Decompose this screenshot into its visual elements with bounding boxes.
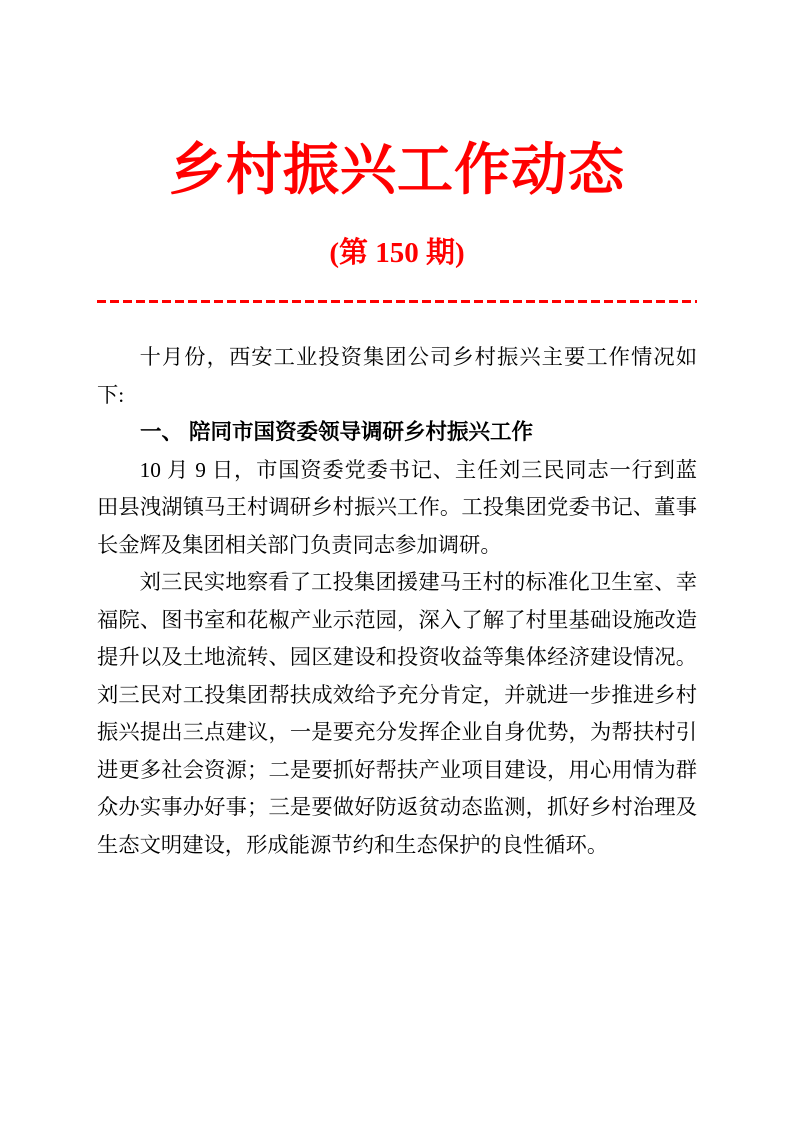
section-1-paragraph-2: 刘三民实地察看了工投集团援建马王村的标准化卫生室、幸福院、图书室和花椒产业示范园，深入了解了村里基础设施改造提升以及土地流转、园区建设和投资收益等集体经济建设情况。刘三民对工投集团帮扶成效给予充分肯定，并就进一步推进乡村振兴提出三点建议，一是要充分发挥企业自身优势，为帮扶村引进更多社会资源；二是要抓好帮扶产业项目建设，用心用情为群众办实事办好事；三是要做好防返贫动态监测，抓好乡村治理及生态文明建设，形成能源节约和生态保护的良性循环。 (97, 570, 697, 857)
intro-paragraph: 十月份，西安工业投资集团公司乡村振兴主要工作情况如下: (97, 345, 697, 407)
section-1-paragraph-1: 10 月 9 日，市国资委党委书记、主任刘三民同志一行到蓝田县洩湖镇马王村调研乡村振兴工作。工投集团党委书记、董事长金辉及集团相关部门负责同志参加调研。 (97, 457, 697, 557)
dashed-separator (97, 300, 697, 303)
document-title: 乡村振兴工作动态 (169, 140, 625, 202)
issue-number: (第 150 期) (329, 237, 465, 269)
section-1-heading: 一、 陪同市国资委领导调研乡村振兴工作 (140, 420, 533, 444)
document-body (97, 339, 697, 864)
